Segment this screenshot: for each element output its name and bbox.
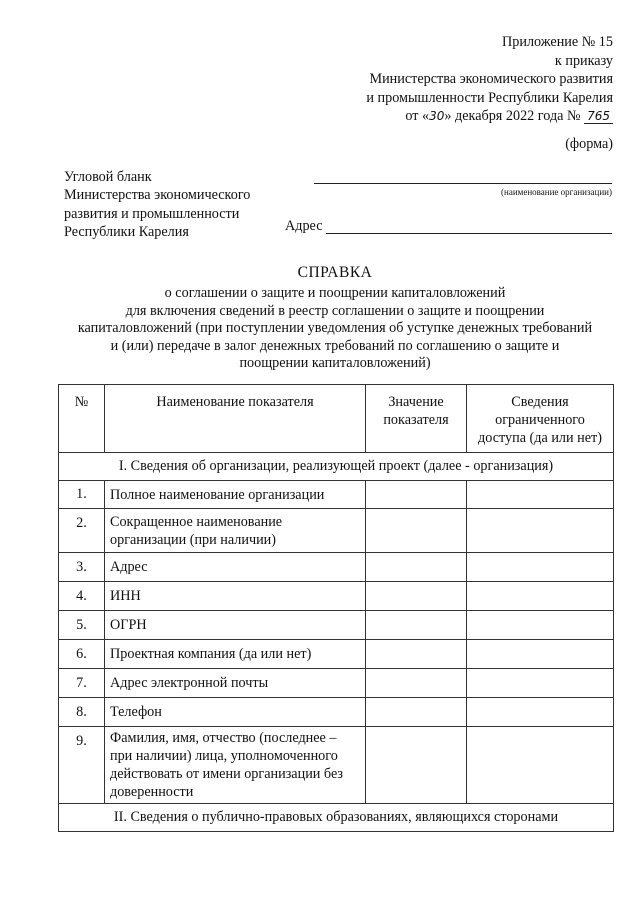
row-number: 5.: [59, 611, 105, 640]
row-value-cell[interactable]: [366, 509, 467, 553]
row-restricted-cell[interactable]: [467, 509, 614, 553]
table-row: [59, 582, 614, 611]
document-title: СПРАВКА: [297, 264, 373, 281]
table-row: [59, 727, 614, 804]
subtitle-line: и (или) передаче в залог денежных требований по соглашению о защите и: [110, 337, 560, 354]
row-indicator-line: действовать от имени организации без: [110, 766, 344, 782]
subtitle-line: для включения сведений в реестр соглашении о защите и поощрении: [125, 302, 545, 319]
header-text: Сведения: [511, 394, 569, 410]
annex-text: от «: [405, 108, 430, 125]
row-number: 9.: [59, 727, 105, 804]
row-number: 3.: [59, 553, 105, 582]
section-heading: I. Сведения об организации, реализующей проект (далее - организация): [59, 453, 614, 481]
row-number: 4.: [59, 582, 105, 611]
annex-line: к приказу: [554, 52, 613, 69]
table-row: [59, 669, 614, 698]
annex-line: Приложение № 15: [502, 34, 613, 50]
row-restricted-cell[interactable]: [467, 669, 614, 698]
row-value-cell[interactable]: [366, 669, 467, 698]
table-row: [59, 640, 614, 669]
row-value-cell[interactable]: [366, 698, 467, 727]
row-indicator: Телефон: [105, 698, 366, 727]
form-label: (форма): [565, 136, 613, 152]
annex-order-date: [366, 107, 613, 126]
row-indicator: Адрес электронной почты: [105, 669, 366, 698]
table-row: [59, 698, 614, 727]
table-row: [59, 611, 614, 640]
row-number: 8.: [59, 698, 105, 727]
row-value-cell[interactable]: [366, 611, 467, 640]
table-row: [59, 481, 614, 509]
row-indicator-line: Фамилия, имя, отчество (последнее –: [110, 730, 337, 746]
row-restricted-cell[interactable]: [467, 640, 614, 669]
organization-name-caption: (наименование организации): [501, 187, 612, 197]
row-indicator: Проектная компания (да или нет): [105, 640, 366, 669]
annex-text: » декабря 2022 года №: [444, 108, 585, 125]
row-restricted-cell[interactable]: [467, 727, 614, 804]
section-heading: II. Сведения о публично-правовых образованиях, являющихся сторонами: [59, 804, 614, 832]
header-indicator-value: [366, 385, 467, 453]
row-value-cell[interactable]: [366, 553, 467, 582]
row-restricted-cell[interactable]: [467, 611, 614, 640]
header-text: ограниченного: [495, 412, 585, 428]
annex-line: Министерства экономического развития: [369, 71, 613, 88]
row-indicator: Адрес: [105, 553, 366, 582]
letterhead-line: Министерства экономического: [64, 187, 251, 204]
table-row: [59, 509, 614, 553]
section-row: [59, 453, 614, 481]
header-text: доступа (да или нет): [478, 430, 602, 446]
row-value-cell[interactable]: [366, 640, 467, 669]
corner-letterhead: [64, 168, 250, 241]
address-line: [326, 233, 612, 234]
row-restricted-cell[interactable]: [467, 481, 614, 509]
row-indicator-line: доверенности: [110, 784, 194, 800]
indicators-table: [58, 384, 614, 832]
row-restricted-cell[interactable]: [467, 553, 614, 582]
row-value-cell[interactable]: [366, 582, 467, 611]
document-subtitle: [40, 285, 630, 373]
header-text: показателя: [383, 412, 449, 428]
row-number: 7.: [59, 669, 105, 698]
subtitle-line: поощрении капиталовложений): [239, 355, 431, 372]
section-row: [59, 804, 614, 832]
row-restricted-cell[interactable]: [467, 582, 614, 611]
row-number: 2.: [59, 509, 105, 553]
subtitle-line: о соглашении о защите и поощрении капиталовложений: [164, 285, 506, 301]
annex-line: и промышленности Республики Карелия: [366, 89, 613, 106]
header-number: №: [59, 385, 105, 453]
handwritten-order-number: 765: [584, 109, 613, 124]
letterhead-line: Республики Карелия: [64, 223, 189, 240]
subtitle-line: капиталовложений (при поступлении уведомления об уступке денежных требований: [77, 320, 593, 337]
handwritten-day: 30: [429, 109, 445, 124]
row-indicator-line: при наличии) лица, уполномоченного: [110, 748, 338, 764]
address-label: Адрес: [285, 218, 323, 234]
row-indicator: ИНН: [105, 582, 366, 611]
row-indicator: [105, 727, 366, 804]
row-indicator: Полное наименование организации: [105, 481, 366, 509]
table-header-row: [59, 385, 614, 453]
header-text: Значение: [388, 394, 444, 410]
table-row: [59, 553, 614, 582]
row-indicator: ОГРН: [105, 611, 366, 640]
row-value-cell[interactable]: [366, 481, 467, 509]
organization-name-line: [314, 183, 612, 184]
header-restricted-access: [467, 385, 614, 453]
row-indicator-line: Сокращенное наименование: [110, 513, 283, 530]
row-indicator: [105, 509, 366, 553]
letterhead-line: Угловой бланк: [64, 169, 152, 185]
row-value-cell[interactable]: [366, 727, 467, 804]
row-indicator-line: организации (при наличии): [110, 531, 276, 548]
header-indicator-name: Наименование показателя: [105, 385, 366, 453]
annex-header: [366, 33, 613, 126]
row-restricted-cell[interactable]: [467, 698, 614, 727]
row-number: 6.: [59, 640, 105, 669]
row-number: 1.: [59, 481, 105, 509]
letterhead-line: развития и промышленности: [64, 205, 240, 222]
